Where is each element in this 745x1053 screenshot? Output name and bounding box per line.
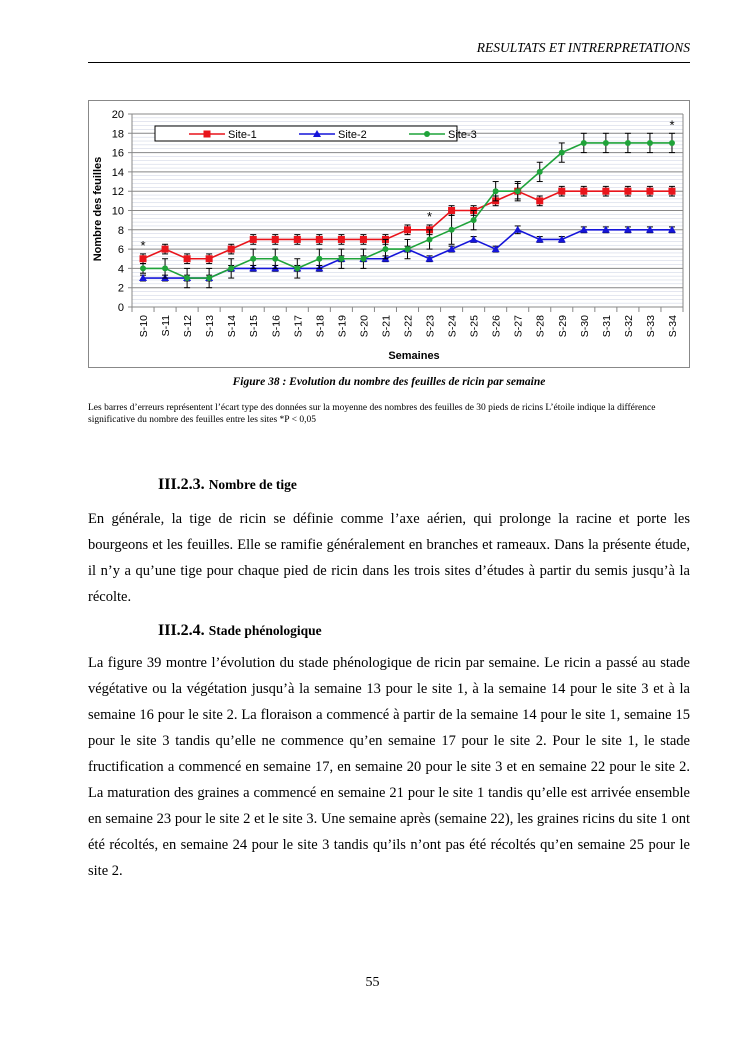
leaf-count-chart [89, 101, 691, 369]
marker-circle [603, 140, 609, 146]
x-tick-label: S-29 [556, 315, 569, 338]
y-tick-label: 0 [117, 302, 124, 314]
y-tick-label: 20 [111, 109, 124, 121]
figure-note: Les barres d’erreurs représentent l’écart type des données sur la moyenne des nombres des feuilles de 30 pieds de ricins L’étoile indique la différence significative du nombre des feuilles entre les sites *P < 0,05 [88, 403, 656, 425]
marker-square [668, 188, 675, 195]
x-tick-label: S-28 [534, 315, 547, 338]
marker-square [404, 226, 411, 233]
y-tick-label: 4 [117, 263, 124, 276]
marker-square [316, 236, 323, 243]
marker-circle [424, 131, 430, 137]
marker-square [448, 207, 455, 214]
running-header: RESULTATS ET INTRERPRETATIONS [476, 40, 690, 55]
marker-circle [338, 256, 344, 262]
x-tick-label: S-19 [336, 315, 349, 338]
marker-square [294, 236, 301, 243]
x-tick-label: S-31 [600, 315, 613, 338]
marker-square [646, 188, 653, 195]
marker-circle [625, 140, 631, 146]
y-tick-label: 18 [111, 128, 124, 141]
section-heading-stem [158, 476, 297, 494]
marker-square [162, 246, 169, 253]
section-heading-phenology [158, 622, 322, 640]
marker-square [272, 236, 279, 243]
marker-square [536, 197, 543, 204]
series [139, 117, 676, 287]
marker-circle [559, 150, 565, 156]
marker-circle [493, 188, 499, 194]
marker-square [360, 236, 367, 243]
x-tick-label: S-14 [226, 315, 239, 338]
x-tick-label: S-20 [358, 315, 371, 338]
marker-square [228, 246, 235, 253]
paragraph-phenology: La figure 39 montre l’évolution du stade phénologique de ricin par semaine. Le ricin a passé au stade végétative ou la végétation jusqu’à la semaine 13 pour le site 1, à la semaine 14 pour le site 3 et à la semaine 16 pour le site 2. La floraison a commencé à partir de la semaine 14 pour le site 1, semaine 15 pour le site 3 tandis qu’elle ne commence qu’en semaine 17 pour le site 2. Pour le site 1, le stade fructification a commencé en semaine 17, en semaine 20 pour le site 3 et en semaine 22 pour le site 2. La maturation des graines a commencé en semaine 21 pour le site 1 tandis qu’elle est arrivée ensemble en semaine 23 pour le site 2 et le site 3. Une semaine après (semaine 22), les graines ricins du site 1 ont été récoltés, en semaine 24 pour le site 3 tandis qu’ils n’ont pas été récoltés qu’en semaine 25 pour le site 2. [88, 655, 690, 879]
x-axis-label: Semaines [388, 350, 440, 362]
header-rule [88, 62, 690, 63]
chart-frame [88, 100, 690, 368]
x-tick-label: S-30 [578, 315, 591, 338]
y-tick-label: 16 [111, 147, 124, 160]
marker-circle [515, 188, 521, 194]
y-tick-label: 6 [117, 244, 124, 257]
x-tick-label: S-32 [622, 315, 635, 338]
marker-circle [427, 236, 433, 242]
paragraph-stem: En générale, la tige de ricin se définie comme l’axe aérien, qui prolonge la racine et porte les bourgeons et les feuilles. Elle se ramifie généralement en branches et rameaux. Dans la présente étude, il n’y a qu’une tige pour chaque pied de ricin dans les trois sites d’études à partir du semis jusqu’à la récolte. [88, 511, 690, 605]
x-tick-label: S-18 [314, 315, 327, 338]
marker-square [558, 188, 565, 195]
significance-asterisk: * [427, 208, 433, 224]
x-tick-label: S-15 [248, 315, 261, 338]
marker-circle [471, 217, 477, 223]
legend-label: Site-3 [448, 129, 477, 141]
marker-circle [184, 275, 190, 281]
x-tick-label: S-10 [138, 315, 151, 338]
legend [155, 126, 477, 141]
marker-circle [537, 169, 543, 175]
legend-label: Site-2 [338, 129, 367, 141]
legend-label: Site-1 [228, 129, 257, 141]
marker-circle [405, 246, 411, 252]
y-axis-label: Nombre des feuilles [92, 156, 104, 262]
x-tick-label: S-13 [204, 315, 217, 338]
y-tick-label: 12 [111, 186, 124, 199]
x-tick-label: S-23 [424, 315, 437, 338]
x-tick-label: S-34 [666, 315, 679, 338]
marker-circle [294, 265, 300, 271]
section-number: III.2.4. [158, 622, 205, 639]
marker-circle [382, 246, 388, 252]
marker-square [580, 188, 587, 195]
marker-circle [272, 256, 278, 262]
x-tick-label: S-24 [446, 315, 459, 338]
y-tick-label: 10 [111, 205, 124, 218]
marker-circle [360, 256, 366, 262]
marker-circle [316, 256, 322, 262]
marker-circle [581, 140, 587, 146]
x-tick-label: S-17 [292, 315, 305, 338]
marker-circle [140, 265, 146, 271]
marker-circle [250, 256, 256, 262]
significance-asterisk: * [669, 117, 675, 133]
marker-circle [228, 265, 234, 271]
figure-caption: Figure 38 : Evolution du nombre des feuilles de ricin par semaine [232, 376, 546, 388]
x-tick-label: S-16 [270, 315, 283, 338]
y-tick-label: 14 [111, 166, 124, 179]
marker-square [602, 188, 609, 195]
section-title: Stade phénologique [208, 623, 322, 638]
marker-square [250, 236, 257, 243]
marker-square [204, 131, 211, 138]
marker-circle [206, 275, 212, 281]
x-tick-label: S-27 [512, 315, 525, 338]
marker-square [140, 255, 147, 262]
marker-square [624, 188, 631, 195]
section-number: III.2.3. [158, 476, 205, 493]
significance-asterisk: * [140, 237, 146, 253]
x-tick-label: S-12 [182, 315, 195, 338]
marker-square [206, 255, 213, 262]
x-tick-label: S-11 [160, 315, 173, 337]
y-tick-label: 8 [117, 224, 124, 237]
section-title: Nombre de tige [208, 477, 297, 492]
x-tick-label: S-25 [468, 315, 481, 338]
x-tick-label: S-26 [490, 315, 503, 338]
x-tick-label: S-22 [402, 315, 415, 338]
marker-circle [669, 140, 675, 146]
marker-square [184, 255, 191, 262]
marker-circle [647, 140, 653, 146]
marker-square [338, 236, 345, 243]
marker-circle [162, 265, 168, 271]
marker-circle [449, 227, 455, 233]
page-number: 55 [365, 975, 380, 990]
y-tick-label: 2 [117, 282, 124, 295]
x-tick-label: S-33 [644, 315, 657, 338]
x-tick-label: S-21 [380, 315, 393, 338]
